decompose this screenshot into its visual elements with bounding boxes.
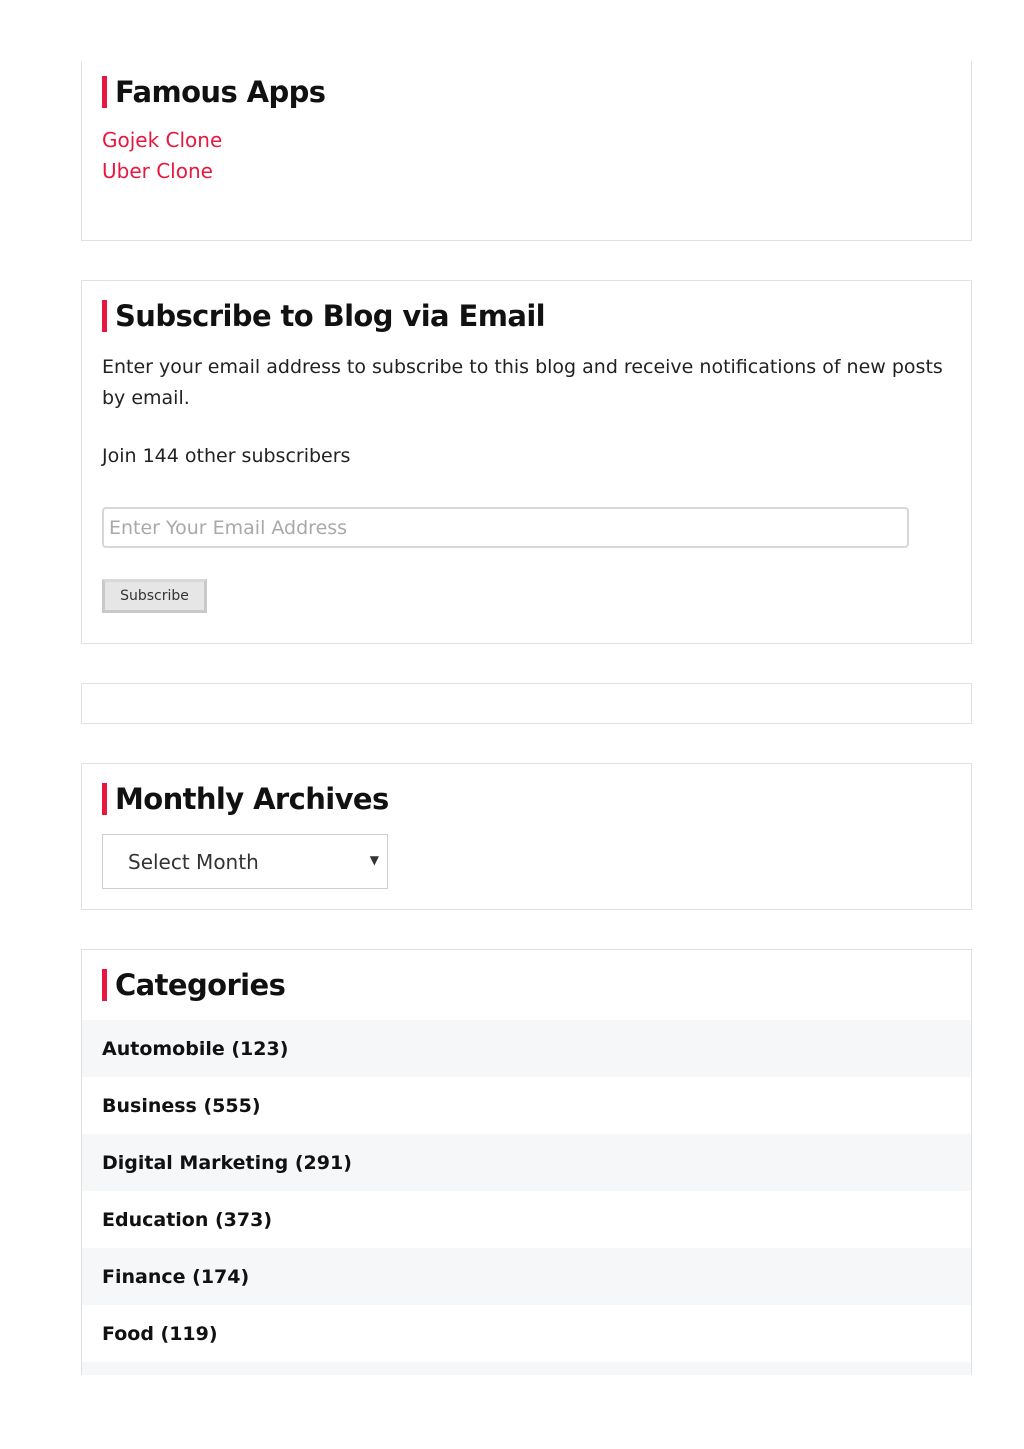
category-label: Automobile (123) <box>102 1037 289 1060</box>
category-label: Business (555) <box>102 1094 261 1117</box>
category-label: Food (119) <box>102 1322 218 1345</box>
category-item-food[interactable] <box>82 1305 971 1362</box>
famous-apps-heading <box>102 75 325 109</box>
category-label: Education (373) <box>102 1208 273 1231</box>
category-item-digital-marketing[interactable] <box>82 1134 971 1191</box>
archives-title: Monthly Archives <box>115 782 389 816</box>
month-select[interactable] <box>102 834 388 889</box>
subscriber-count: Join 144 other subscribers <box>102 445 351 467</box>
subscribe-title: Subscribe to Blog via Email <box>115 299 546 333</box>
archives-heading <box>102 782 389 816</box>
subscribe-heading <box>102 299 545 333</box>
heading-accent-bar <box>102 783 107 815</box>
subscribe-widget <box>81 280 972 644</box>
email-input[interactable] <box>102 507 909 548</box>
link-uber-clone[interactable]: Uber Clone <box>102 159 213 183</box>
category-list <box>82 1020 971 1419</box>
heading-accent-bar <box>102 300 107 332</box>
heading-accent-bar <box>102 76 107 108</box>
month-select-value: Select Month <box>128 849 259 874</box>
empty-widget <box>81 683 972 724</box>
categories-widget <box>81 949 972 1389</box>
subscribe-button[interactable]: Subscribe <box>102 579 207 613</box>
subscribe-description: Enter your email address to subscribe to this blog and receive notifications of new posts by email. <box>102 356 943 409</box>
category-item-education[interactable] <box>82 1191 971 1248</box>
category-label: Digital Marketing (291) <box>102 1151 352 1174</box>
heading-accent-bar <box>102 969 107 1001</box>
categories-title: Categories <box>115 968 286 1002</box>
link-gojek-clone[interactable]: Gojek Clone <box>102 128 223 152</box>
caret-down-icon: ▼ <box>369 853 379 867</box>
categories-heading <box>102 968 285 1002</box>
page-bottom-whitespace <box>0 1375 1024 1449</box>
category-item-finance[interactable] <box>82 1248 971 1305</box>
category-item-business[interactable] <box>82 1077 971 1134</box>
monthly-archives-widget <box>81 763 972 910</box>
famous-apps-title: Famous Apps <box>115 75 326 109</box>
category-label: Finance (174) <box>102 1265 250 1288</box>
category-item-automobile[interactable] <box>82 1020 971 1077</box>
famous-apps-widget <box>81 61 972 241</box>
